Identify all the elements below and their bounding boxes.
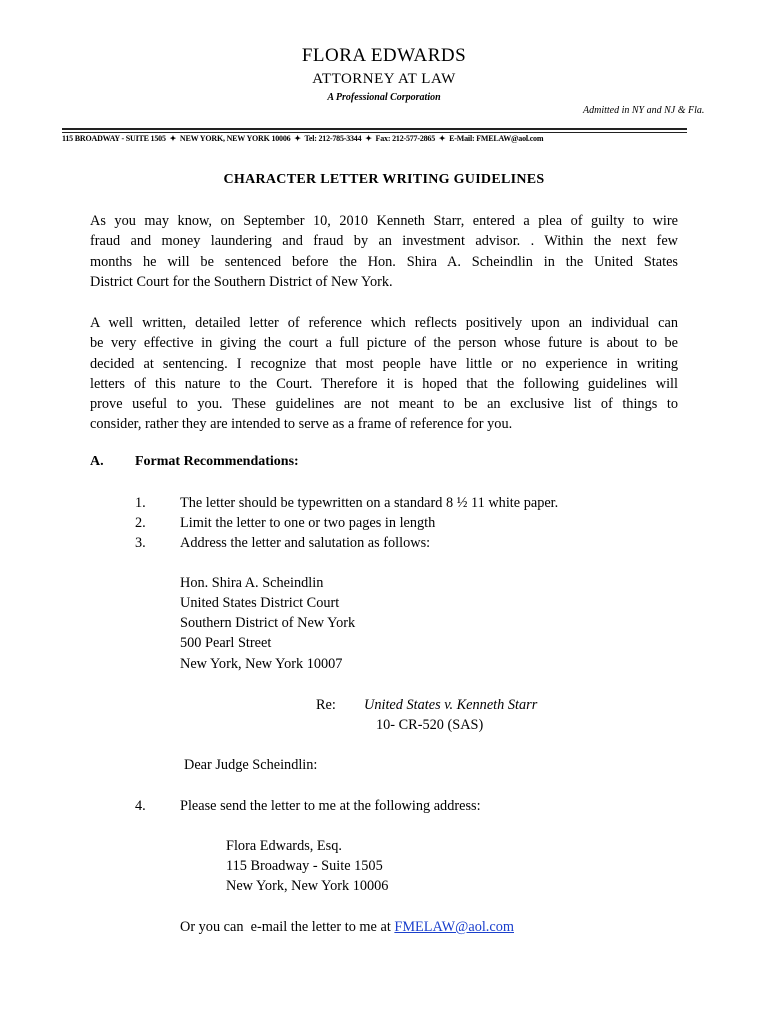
list-number: 4. bbox=[135, 798, 146, 814]
paragraph-reference bbox=[90, 313, 678, 435]
list-item: The letter should be typewritten on a standard 8 ½ 11 white paper. bbox=[180, 495, 559, 511]
email-link[interactable]: FMELAW@aol.com bbox=[394, 919, 514, 935]
list-item: Address the letter and salutation as follows: bbox=[180, 535, 431, 551]
separator-icon: ✦ bbox=[169, 134, 177, 143]
salutation: Dear Judge Scheindlin: bbox=[184, 757, 318, 773]
letterhead-rule-thick bbox=[62, 128, 687, 130]
email-line bbox=[180, 919, 514, 936]
address-line: 500 Pearl Street bbox=[180, 635, 272, 651]
street-address: 115 BROADWAY - SUITE 1505 bbox=[62, 134, 166, 143]
address-line: New York, New York 10007 bbox=[180, 656, 343, 672]
paragraph-line: be very effective in giving the court a full picture of the person whose future is about to be bbox=[90, 335, 678, 352]
separator-icon: ✦ bbox=[365, 134, 372, 143]
address-line: Southern District of New York bbox=[180, 615, 356, 631]
list-number: 3. bbox=[135, 535, 146, 551]
separator-icon: ✦ bbox=[294, 134, 301, 143]
re-label: Re: bbox=[316, 697, 336, 713]
document-title: CHARACTER LETTER WRITING GUIDELINES bbox=[223, 172, 545, 187]
fax: Fax: 212-577-2865 bbox=[375, 134, 436, 143]
address-line: 115 Broadway - Suite 1505 bbox=[226, 858, 383, 874]
case-name: United States v. Kenneth Starr bbox=[364, 697, 538, 713]
paragraph-line: letters of this nature to the Court. Therefore it is hoped that the following guidelines will bbox=[90, 375, 678, 392]
city-address: NEW YORK, NEW YORK 10006 bbox=[179, 134, 291, 143]
email-prefix: Or you can e-mail the letter to me at bbox=[180, 919, 395, 935]
paragraph-line: months he will be sentenced before the Hon. Shira A. Scheindlin in the United States bbox=[90, 253, 678, 270]
list-item: Limit the letter to one or two pages in length bbox=[180, 515, 436, 531]
section-letter: A. bbox=[90, 454, 104, 469]
address-line: New York, New York 10006 bbox=[226, 878, 389, 894]
list-item: Please send the letter to me at the following address: bbox=[180, 798, 481, 814]
paragraph-line: District Court for the Southern District of New York. bbox=[90, 273, 393, 290]
corporation-line: A Professional Corporation bbox=[327, 92, 441, 103]
attorney-title: ATTORNEY AT LAW bbox=[312, 71, 456, 87]
address-line: Flora Edwards, Esq. bbox=[226, 838, 342, 854]
attorney-name: FLORA EDWARDS bbox=[301, 45, 467, 66]
letterhead-rule-thin bbox=[62, 132, 687, 133]
paragraph-line: fraud and money laundering and fraud by an investment advisor. . Within the next few bbox=[90, 233, 678, 250]
paragraph-line: consider, rather they are intended to serve as a frame of reference for you. bbox=[90, 416, 513, 433]
list-number: 2. bbox=[135, 515, 146, 531]
separator-icon: ✦ bbox=[438, 134, 446, 143]
paragraph-line: prove useful to you. These guidelines are not meant to be an exclusive list of things to bbox=[90, 396, 678, 413]
telephone: Tel: 212-785-3344 bbox=[304, 134, 362, 143]
address-line: United States District Court bbox=[180, 595, 340, 611]
paragraph-intro bbox=[90, 211, 678, 292]
paragraph-line: A well written, detailed letter of reference which reflects positively upon an individual can bbox=[90, 315, 678, 331]
contact-line bbox=[62, 134, 545, 143]
list-number: 1. bbox=[135, 495, 146, 511]
paragraph-line: decided at sentencing. I recognize that most people have little or no experience in writing bbox=[90, 355, 678, 372]
paragraph-line: As you may know, on September 10, 2010 Kenneth Starr, entered a plea of guilty to wire bbox=[90, 213, 678, 229]
section-heading: Format Recommendations: bbox=[135, 454, 299, 469]
case-number: 10- CR-520 (SAS) bbox=[376, 717, 484, 733]
admitted-line: Admitted in NY and NJ & Fla. bbox=[583, 105, 705, 116]
email-contact: E-Mail: FMELAW@aol.com bbox=[449, 134, 544, 143]
address-line: Hon. Shira A. Scheindlin bbox=[180, 575, 324, 591]
